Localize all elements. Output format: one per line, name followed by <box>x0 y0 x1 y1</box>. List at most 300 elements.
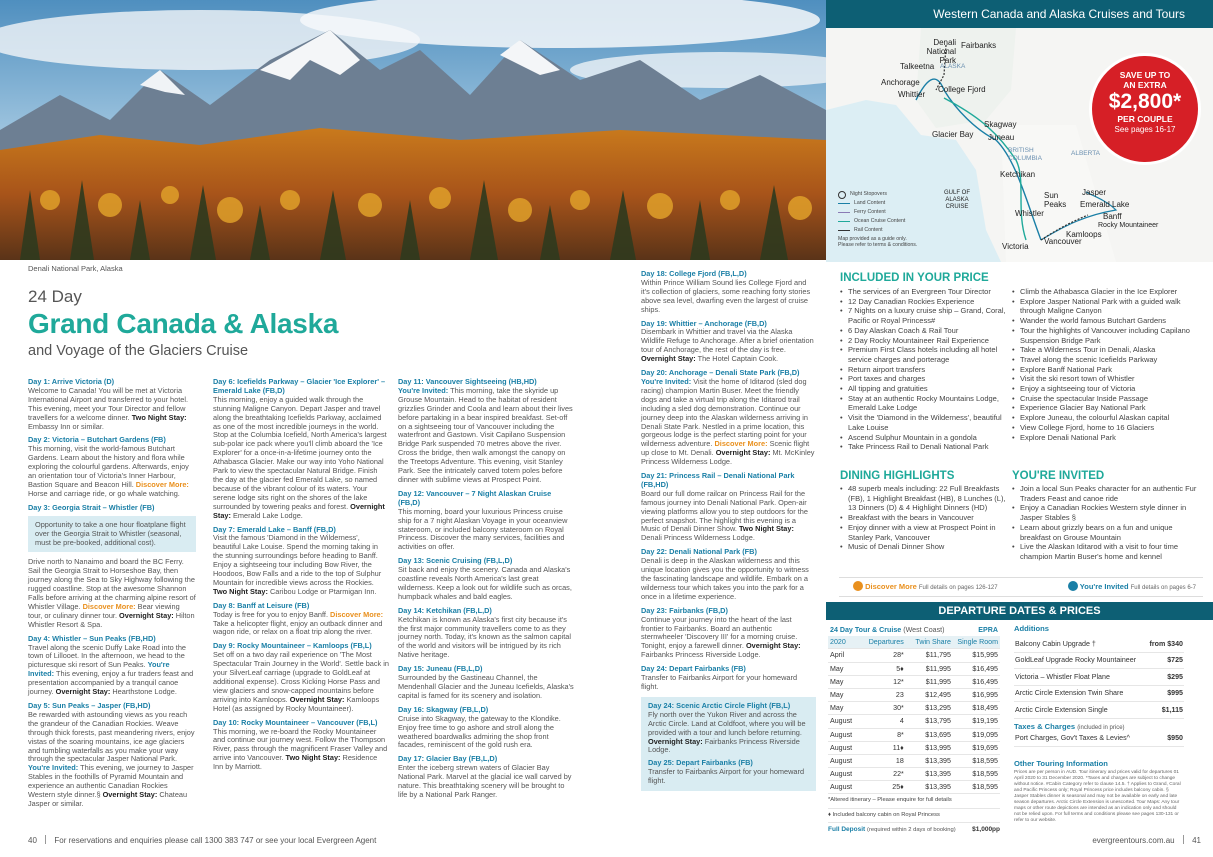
map-label-sun-peaks: Sun Peaks <box>1044 191 1067 209</box>
day-text: Welcome to Canada! You will be met at Victoria International Airport and transferred to your hotel. This evening, meet your Tour Director and fellow travellers for a welcome dinner. <box>28 385 189 422</box>
included-heading: INCLUDED IN YOUR PRICE <box>840 272 989 284</box>
offer-line5: See pages 16-17 <box>1114 125 1176 134</box>
stay-text: Kamloops Hotel (as assigned by Rocky Mountaineer). <box>213 694 380 713</box>
stay-label: Overnight Stay: <box>55 687 111 697</box>
day-10 <box>213 719 389 772</box>
map-label-ketchikan: Ketchikan <box>1000 170 1036 179</box>
single-price-cell: $19,195 <box>953 715 1000 728</box>
stay-label: Overnight Stay: <box>745 641 801 651</box>
offer-amount: $2,800* <box>1108 90 1182 113</box>
invited-label: You're Invited: <box>641 376 692 386</box>
month-cell: August <box>828 728 859 741</box>
twin-price-cell: $12,495 <box>906 688 953 701</box>
offer-line4: PER COUPLE <box>1117 114 1173 124</box>
day-text: Surrounded by the Gastineau Channel, the Mendenhall Glacier and the Juneau Icefields, Alaska's capital is famed for its scenery and isolation. <box>398 673 574 700</box>
table-row <box>1014 652 1184 669</box>
single-price-cell: $18,595 <box>953 781 1000 794</box>
stay-text: Residence Inn by Marriott. <box>213 753 378 772</box>
day-text: Travel along the scenic Duffy Lake Road into the town of Lillooet. In the afternoon, we head to the picturesque ski resort of Sun Peaks. <box>28 642 186 670</box>
day-heading: Day 16: Skagway (FB,L,D) <box>398 704 489 714</box>
addition-label: Victoria – Whistler Float Plane <box>1014 669 1146 686</box>
day-cell: 22* <box>859 768 906 781</box>
stay-text: Embassy Inn or similar. <box>28 421 104 431</box>
day-heading: Day 21: Princess Rail – Denali National Park (FB,HD) <box>641 471 795 489</box>
list-item: • Explore Denali National Park <box>1011 433 1203 443</box>
stay-text: The Hotel Captain Cook. <box>697 354 779 364</box>
table-row <box>828 754 1000 767</box>
addition-label: GoldLeaf Upgrade Rocky Mountaineer <box>1014 652 1146 669</box>
twin-price-cell: $13,795 <box>906 715 953 728</box>
col-twin: Twin Share <box>906 636 953 649</box>
route-map <box>826 0 1213 262</box>
invited-label: You're Invited: <box>28 660 170 679</box>
stay-text: Emerald Lake Lodge. <box>233 510 303 520</box>
day-heading: Day 3: Georgia Strait – Whistler (FB) <box>28 502 155 512</box>
day-text: Cruise into Skagway, the gateway to the Klondike. Enjoy free time to go ashore and stroll along the weathered boardwalks admiring the shop front facades, reminiscent of the gold rush era. <box>398 713 561 750</box>
invited-label: You're Invited <box>1079 582 1129 591</box>
map-label-anchorage: Anchorage <box>881 78 920 87</box>
stay-label: Two Night Stay: <box>738 524 794 534</box>
day-14 <box>398 607 574 660</box>
day-heading: Day 5: Sun Peaks – Jasper (FB,HD) <box>28 701 151 710</box>
day-heading: Day 17: Glacier Bay (FB,L,D) <box>398 754 498 764</box>
day-heading: Day 19: Whittier – Anchorage (FB,D) <box>641 318 767 328</box>
month-cell: April <box>828 649 859 662</box>
day-15 <box>398 665 574 701</box>
discover-more-text: Bear viewing tour, or culinary dinner tour. <box>28 601 180 620</box>
addition-price: $725 <box>1146 652 1184 669</box>
day-18 <box>641 270 816 315</box>
table-row <box>828 688 1000 701</box>
page-number-left: 40 <box>28 836 37 845</box>
list-item: • Experience Glacier Bay National Park <box>1011 403 1203 413</box>
map-label-glacier-bay: Glacier Bay <box>932 130 974 139</box>
legend-note2: Please refer to terms & conditions. <box>838 242 918 248</box>
day-3 <box>28 558 196 629</box>
single-price-cell: $18,595 <box>953 754 1000 767</box>
single-price-cell: $15,995 <box>953 649 1000 662</box>
legend-ferry: Ferry Content <box>854 209 886 215</box>
day-text: Visit the famous 'Diamond in the Wilderness', beautiful Lake Louise. Spend the morning taking in the stunning surroundings before heading to Banff. Enjoy a sightseeing tour including Bow River, the Hoodoos, Bow Falls and a ride to the top of Sulphur Mountain for incredible views across the Rockies. <box>213 533 382 587</box>
day-1 <box>28 378 196 431</box>
tour-code-sub: (West Coast) <box>903 626 945 635</box>
offer-line1: SAVE UP TO <box>1119 70 1171 80</box>
day-17 <box>398 755 574 800</box>
single-price-cell: $16,495 <box>953 662 1000 675</box>
list-item: • Take Princess Rail to Denali National Park <box>839 442 1014 452</box>
table-row <box>828 649 1000 662</box>
addition-label: Balcony Cabin Upgrade † <box>1014 636 1146 652</box>
stay-label: Overnight Stay: <box>213 501 385 520</box>
list-item: • Breakfast with the bears in Vancouver <box>839 513 1011 523</box>
ferry-line-icon <box>838 212 850 214</box>
stay-text: Chateau Jasper or similar. <box>28 790 188 808</box>
invited-pages: Full details on pages 6-7 <box>1130 585 1197 591</box>
included-list-right <box>1011 287 1203 442</box>
map-label-skagway: Skagway <box>984 120 1017 129</box>
day-heading: Day 9: Rocky Mountaineer – Kamloops (FB,L) <box>213 641 372 651</box>
map-label-fairbanks: Fairbanks <box>961 41 997 50</box>
land-line-icon <box>838 203 850 205</box>
day-text: This morning, board your luxurious Princess cruise ship for a 7 night Alaskan Voyage in your oceanview stateroom, or included balcony stateroom on Royal Princess. Discover the many services, facilities and activities on offer. <box>398 506 568 552</box>
stay-label: Overnight Stay: <box>715 448 771 458</box>
departures-note-2: ♦ Included balcony cabin on Royal Princess <box>828 808 1000 818</box>
twin-price-cell: $13,395 <box>906 754 953 767</box>
discover-more-label: Discover More: <box>330 609 384 619</box>
tour-duration: 24 Day <box>28 287 82 306</box>
day-cell: 12* <box>859 675 906 688</box>
map-label-talkeetna: Talkeetna <box>900 62 935 71</box>
discover-more-label: Discover More: <box>135 479 189 489</box>
map-label-whistler: Whistler <box>1015 209 1044 218</box>
additions-panel <box>1014 624 1184 824</box>
table-row <box>828 662 1000 675</box>
itinerary-column-4 <box>641 270 816 797</box>
day-heading: Day 22: Denali National Park (FB) <box>641 547 757 557</box>
month-cell: August <box>828 741 859 754</box>
taxes-table <box>1014 731 1184 748</box>
invited-list <box>1011 484 1203 562</box>
legend-land: Land Content <box>854 200 886 206</box>
day-text: Sit back and enjoy the scenery. Canada and Alaska's coastline reveals North America's last great wilderness. Keep a look out for wildlife such as orcas, humpback whales and bald eagles. <box>398 565 572 601</box>
map-label-rocky-mountaineer: Rocky Mountaineer <box>1098 222 1159 229</box>
footer-right <box>1092 835 1201 845</box>
day-text: Set off on a two day rail experience on 'The Most Spectacular Train Journey in the World'. Settle back in your SilverLeaf carriage (upgrade to GoldLeaf at additional expense). Cross Kicking Horse Pass and view glaciers and snow-capped mountains before arriving into Kamloops. <box>213 650 389 704</box>
stay-label: Overnight Stay: <box>289 694 345 704</box>
dining-list <box>839 484 1011 552</box>
day-2 <box>28 436 196 498</box>
deposit-row <box>828 822 1000 833</box>
list-item: • Explore Banff National Park <box>1011 365 1203 375</box>
offer-line2: AN EXTRA <box>1123 80 1167 90</box>
offer-badge <box>1092 56 1198 162</box>
day-heading: Day 18: College Fjord (FB,L,D) <box>641 269 747 278</box>
discover-more-label: Discover More: <box>714 439 768 449</box>
stay-text: Denali Princess Wilderness Lodge. <box>641 533 755 543</box>
discover-more-pages: Full details on pages 126-127 <box>918 585 998 591</box>
day-heading: Day 25: Depart Fairbanks (FB) <box>648 758 753 768</box>
departures-note-1: *Altered itinerary – Please enquire for full details <box>828 797 952 804</box>
month-cell: May <box>828 675 859 688</box>
page-subtitle: and Voyage of the Glaciers Cruise <box>28 343 249 359</box>
list-item: • Wander the world famous Butchart Gardens <box>1011 316 1203 326</box>
day-text: Board our full dome railcar on Princess Rail for the famous journey into Denali National Park. Open-air viewing platforms allow you to step outdoors for the perfect snapshot. The highlight this evening is a Music of Denali Dinner Show. <box>641 488 808 534</box>
taxes-heading: Taxes & Charges <box>1014 721 1076 731</box>
legend-note1: Map provided as a guide only. <box>838 236 907 242</box>
stay-label: Two Night Stay: <box>131 412 187 422</box>
invited-label: You're Invited: <box>398 385 449 395</box>
single-price-cell: $19,695 <box>953 741 1000 754</box>
invited-label: You're Invited: <box>28 763 79 773</box>
month-cell: August <box>828 715 859 728</box>
dining-heading: DINING HIGHLIGHTS <box>840 470 955 482</box>
rail-line-icon <box>838 230 850 232</box>
itinerary-column-2 <box>213 378 389 777</box>
list-item: • Stay at an authentic Rocky Mountains Lodge, Emerald Lake Lodge <box>839 394 1014 413</box>
legend-rail: Rail Content <box>854 227 883 233</box>
tour-code: EPRA <box>978 626 998 635</box>
table-row <box>828 768 1000 781</box>
denali-landscape-image <box>0 0 826 260</box>
stay-label: Two Night Stay: <box>213 586 268 596</box>
map-label-emerald-lake: Emerald Lake <box>1080 200 1130 209</box>
itinerary-column-3 <box>398 378 574 805</box>
single-price-cell: $18,595 <box>953 768 1000 781</box>
map-region-alberta: ALBERTA <box>1071 150 1101 157</box>
list-item: • Learn about grizzly bears on a fun and unique breakfast on Grouse Mountain <box>1011 523 1203 542</box>
other-info-text: Prices are per person in AUD. Tour itinerary and prices valid for departures 01 April 2020 to 31 December 2020. *Taxes and charges are subject to change without notice. #Cabin Category refer to clause 14.5. † Applies to Grand, Coral and Pacific Princess only; Royal Princess price includes balcony cabin. § Jasper Stables dinner is seasonal and may not be available on early and late season departures. Arctic Circle Extension is unescorted. Tour Maps: Any tour maps or other route depictions are intended as an indication only and should not be relied upon. For full terms and conditions please see pages 130-131 or refer to our website. <box>1014 770 1181 823</box>
day-text: Fly north over the Yukon River and across the Arctic Circle. Land at Coldfoot, where you will be provided with a tour and lunch before returning. <box>648 709 806 737</box>
list-item: • 6 Day Alaskan Coach & Rail Tour <box>839 326 1014 336</box>
stay-label: Two Night Stay: <box>285 753 341 763</box>
month-cell: August <box>828 754 859 767</box>
day-heading: Day 2: Victoria – Butchart Gardens (FB) <box>28 435 166 445</box>
twin-price-cell: $13,295 <box>906 702 953 715</box>
table-row <box>1014 636 1184 652</box>
day-text: Transfer to Fairbanks Airport for your homeward flight. <box>641 673 798 691</box>
list-item: • Explore Juneau, the colourful Alaskan capital <box>1011 413 1203 423</box>
day-cell: 11♦ <box>859 741 906 754</box>
map-label-whittier: Whittier <box>898 90 926 99</box>
day-6 <box>213 378 389 521</box>
departures-table-wrap <box>828 624 1000 833</box>
addition-price: $1,115 <box>1146 702 1184 719</box>
day-heading: Day 4: Whistler – Sun Peaks (FB,HD) <box>28 633 156 643</box>
list-item: • Port taxes and charges <box>839 374 1014 384</box>
day-heading: Day 1: Arrive Victoria (D) <box>28 377 115 386</box>
list-item: • Music of Denali Dinner Show <box>839 542 1011 552</box>
table-row <box>828 781 1000 794</box>
day-cell: 5♦ <box>859 662 906 675</box>
col-departures: Departures <box>859 636 906 649</box>
list-item: • Travel along the scenic Icefields Parkway <box>1011 355 1203 365</box>
addition-label: Arctic Circle Extension Twin Share <box>1014 685 1146 702</box>
day-4 <box>28 635 196 697</box>
discover-more-label: Discover More <box>865 582 917 591</box>
list-item: • Cruise the spectacular Inside Passage <box>1011 394 1203 404</box>
list-item: • Premium First Class hotels including all hotel service charges and porterage <box>839 345 1014 364</box>
day-24 <box>641 665 816 692</box>
day-text: Enter the iceberg strewn waters of Glacier Bay National Park. Marvel at the glacial ice wall carved by nature. This breathtaking scenery will be brought to life by a National Park Ranger. <box>398 763 572 799</box>
footer-website[interactable]: evergreentours.com.au <box>1092 836 1175 845</box>
addition-price: from $340 <box>1146 636 1184 652</box>
twin-price-cell: $11,995 <box>906 675 953 688</box>
other-info-heading: Other Touring Information <box>1014 759 1108 768</box>
stopover-icon <box>838 191 846 199</box>
invited-text: This evening, we journey to Jasper Stables in the foothills of Pyramid Mountain and experience an authentic Canadian Rockies Western style dinner.§ <box>28 763 194 800</box>
hero-photo <box>0 0 826 260</box>
list-item: • 7 Nights on a luxury cruise ship – Grand, Coral, Pacific or Royal Princess# <box>839 306 1014 325</box>
day-text: Be rewarded with astounding views as you reach the grandeur of the Canadian Rockies. Weave through thick forests, past meandering rivers, enjoy vistas of the soaring mountains, ice age glaciers and tumbling waterfalls as you make your way through the spectacular Jasper National Park. <box>28 709 195 764</box>
day-3-heading-row <box>28 504 196 513</box>
day-9 <box>213 642 389 713</box>
day-cell: 18 <box>859 754 906 767</box>
stay-text: Hilton Whistler Resort & Spa. <box>28 610 195 629</box>
table-row <box>828 728 1000 741</box>
day-heading: Day 24: Depart Fairbanks (FB) <box>641 664 746 674</box>
day-cell: 4 <box>859 715 906 728</box>
map-region-bc: BRITISH COLUMBIA <box>1008 147 1042 162</box>
month-cell: May <box>828 662 859 675</box>
list-item: • All tipping and gratuities <box>839 384 1014 394</box>
day-20 <box>641 369 816 467</box>
stay-text: Hearthstone Lodge. <box>112 687 177 697</box>
invited-text: This morning, take the skyride up Grouse Mountain. Head to the habitat of resident grizzlies Grinder and Coola and learn about their lives before partaking in a bear inspired breakfast. Set-off on a sightseeing tour of Vancouver including the waterfront and Gastown. Visit Capilano Suspension Bridge Park suspended 70 metres above the river. Cross the bridge, then walk amongst the canopy on the Treetops Adventure. This evening, visit Stanley Park. See the intricately carved totem poles before dinner with sublime views at Prospect Point. <box>398 385 573 484</box>
invited-heading: YOU'RE INVITED <box>1012 470 1105 482</box>
day-7 <box>213 526 389 597</box>
list-item: • Join a local Sun Peaks character for an authentic Fur Traders Feast and canoe ride <box>1011 484 1203 503</box>
day-heading: Day 24: Scenic Arctic Circle Flight (FB,L) <box>648 700 791 710</box>
stay-label: Overnight Stay: <box>119 610 174 620</box>
month-cell: August <box>828 781 859 794</box>
day-heading: Day 14: Ketchikan (FB,L,D) <box>398 605 492 615</box>
list-item: • Visit the ski resort town of Whistler <box>1011 374 1203 384</box>
stay-text: Mt. McKinley Princess Wilderness Lodge. <box>641 448 815 467</box>
list-item: • The services of an Evergreen Tour Director <box>839 287 1014 297</box>
map-label-juneau: Juneau <box>988 133 1015 142</box>
ocean-line-icon <box>838 221 850 223</box>
addition-price: $995 <box>1146 685 1184 702</box>
stay-text: Fairbanks Princess Riverside Lodge. <box>648 736 800 755</box>
day-text: Within Prince William Sound lies College Fjord and it's collection of glaciers, some reaching forty stories above sea level, dwarfing even the largest of cruise ships. <box>641 277 811 314</box>
day-heading: Day 23: Fairbanks (FB,D) <box>641 605 728 615</box>
twin-price-cell: $13,395 <box>906 781 953 794</box>
list-item: • 12 Day Canadian Rockies Experience <box>839 297 1014 307</box>
map-region-alaska: ALASKA <box>940 63 966 70</box>
discover-more-label: Discover More: <box>82 601 136 611</box>
day-16 <box>398 706 574 751</box>
taxes-row-head <box>1014 722 1184 731</box>
list-item: • Enjoy a sightseeing tour of Victoria <box>1011 384 1203 394</box>
single-price-cell: $18,495 <box>953 702 1000 715</box>
twin-price-cell: $13,695 <box>906 728 953 741</box>
day-text: Transfer to Fairbanks Airport for your homeward flight. <box>648 767 805 786</box>
day-19 <box>641 320 816 365</box>
addition-price: $295 <box>1146 669 1184 686</box>
deposit-value: $1,000pp <box>972 826 1000 834</box>
day-heading: Day 13: Scenic Cruising (FB,L,D) <box>398 556 513 566</box>
month-cell: May <box>828 702 859 715</box>
extras-bar <box>839 577 1203 597</box>
list-item: • Climb the Athabasca Glacier in the Ice Explorer <box>1011 287 1203 297</box>
day-text: Disembark in Whittier and travel via the Alaska Wildlife Refuge to Anchorage. After a brief orientation tour of Anchorage, the rest of the day is free. <box>641 327 814 355</box>
month-cell: May <box>828 688 859 701</box>
single-price-cell: $16,495 <box>953 675 1000 688</box>
day-text: Continue your journey into the heart of the last frontier to Fairbanks. Board an authentic sternwheeler 'Discovery III' for a morning cruise. Tonight, enjoy a farewell dinner. <box>641 614 798 651</box>
list-item: • 48 superb meals including: 22 Full Breakfasts (FB), 1 Highlight Breakfast (HB), 8 Lunches (L), 13 Dinners (D) & 4 Highlight Dinners (HD) <box>839 484 1011 513</box>
list-item: • View College Fjord, home to 16 Glaciers <box>1011 423 1203 433</box>
day-text: This morning, enjoy a guided walk through the stunning Maligne Canyon. Depart Jasper and travel along the breathtaking Icefields Parkway, acclaimed as one of the most incredible journeys in the world. Stop at the Columbia Icefield, North America's largest sub-polar ice pack where you'll climb aboard the 'Ice Explorer' for a once-in-a-lifetime journey onto the Athabasca Glacier. Make our way into Yoho National Park to view the spectacular Natural Bridge. Finish the day at the glacier fed Emerald Lake, so named because of the vibrant colour of its waters. Your serene lodge sits right on the shores of the lake surrounded by towering peaks and forest. <box>213 394 387 511</box>
taxes-note: (included in price) <box>1077 724 1125 731</box>
tour-code-title: 24 Day Tour & Cruise <box>830 626 902 635</box>
day-8 <box>213 602 389 638</box>
additions-table <box>1014 636 1184 719</box>
stay-label: Overnight Stay: <box>102 790 158 800</box>
day-heading: Day 6: Icefields Parkway – Glacier 'Ice Explorer' – Emerald Lake (FB,D) <box>213 377 386 395</box>
arctic-extension-box <box>641 697 816 791</box>
day-cell: 8* <box>859 728 906 741</box>
day-cell: 23 <box>859 688 906 701</box>
departures-banner: DEPARTURE DATES & PRICES <box>826 602 1213 620</box>
invited-text: Visit the home of Iditarod (sled dog racing) champion Martin Buser. Meet the friendly dogs and take a virtual trip along the Iditarod trail including a sled dog demonstration. Continue our journey deep into the Alaskan wilderness arriving in Denali State Park. Nestled in a prime location, this gorgeous lodge is the perfect starting point for your wilderness adventure. <box>641 376 808 449</box>
day-13 <box>398 557 574 602</box>
stay-text: Fairbanks Princess Riverside Lodge. <box>641 650 761 660</box>
map-label-denali: Denali National Park <box>926 38 956 65</box>
addition-label: Arctic Circle Extension Single <box>1014 702 1146 719</box>
day-12 <box>398 490 574 552</box>
departures-table <box>828 624 1000 794</box>
twin-price-cell: $13,395 <box>906 768 953 781</box>
twin-price-cell: $11,995 <box>906 662 953 675</box>
day-cell: 25♦ <box>859 781 906 794</box>
map-label-kamloops: Kamloops <box>1066 230 1102 239</box>
day-text: Today is free for you to enjoy Banff. <box>213 609 328 619</box>
discover-more-icon <box>853 581 863 591</box>
month-cell: August <box>828 768 859 781</box>
hero-caption: Denali National Park, Alaska <box>28 264 123 273</box>
included-list-left <box>839 287 1014 452</box>
col-year: 2020 <box>828 636 859 649</box>
discover-more-text: Scenic flight up close to Mt. Denali. <box>641 439 810 458</box>
additions-heading: Additions <box>1014 624 1050 633</box>
table-row <box>1014 669 1184 686</box>
stay-label: Overnight Stay: <box>648 736 703 746</box>
day-21 <box>641 472 816 543</box>
table-row <box>828 702 1000 715</box>
day-22 <box>641 548 816 601</box>
map-legend <box>838 190 917 250</box>
taxes-label: Port Charges, Gov't Taxes & Levies^ <box>1014 731 1162 747</box>
day-text: This morning, visit the world-famous Butchart Gardens. Learn about the history and flora while exploring the colourful gardens. Afterwards, enjoy an orientation tour of Victoria's Inner Harbour, Bastion Square and Beacon Hill. <box>28 444 189 489</box>
day-cell: 30* <box>859 702 906 715</box>
map-label-banff: Banff <box>1103 212 1122 221</box>
list-item: • Take a Wilderness Tour in Denali, Alaska <box>1011 345 1203 355</box>
col-single: Single Room <box>953 636 1000 649</box>
list-item: • Return airport transfers <box>839 365 1014 375</box>
list-item: • Tour the highlights of Vancouver including Capilano Suspension Bridge Park <box>1011 326 1203 345</box>
page-number-right: 41 <box>1192 836 1201 845</box>
deposit-note: (required within 2 days of booking) <box>867 827 956 834</box>
table-row <box>1014 685 1184 702</box>
table-row <box>828 715 1000 728</box>
day-heading: Day 15: Juneau (FB,L,D) <box>398 664 483 674</box>
day-heading: Day 8: Banff at Leisure (FB) <box>213 600 310 610</box>
invited-text: This evening, enjoy a fur traders feast and presentation accompanied by a tranquil canoe journey. <box>28 669 194 697</box>
page-title: Grand Canada & Alaska <box>28 308 339 339</box>
day-23 <box>641 607 816 660</box>
day-heading: Day 20: Anchorage – Denali State Park (FB,D) <box>641 368 800 378</box>
day-11 <box>398 378 574 485</box>
table-row <box>828 741 1000 754</box>
stay-label: Overnight Stay: <box>641 354 696 364</box>
map-banner: Western Canada and Alaska Cruises and Tours <box>826 0 1213 28</box>
day-text: Ketchikan is known as Alaska's first city because it's the first major community travellers come to as they journey north. Today, it's known as the salmon capital of the world and visitors will be intrigued by its rich Native heritage. <box>398 614 571 660</box>
list-item: • 2 Day Rocky Mountaineer Rail Experience <box>839 336 1014 346</box>
discover-more-text: Horse and carriage ride, or go whale watching. <box>28 488 180 498</box>
discover-more-text: Take a helicopter flight, enjoy an outback dinner and wagon ride, or relax on a float trip along the river. <box>213 618 383 637</box>
map-label-college-fjord: College Fjord <box>938 85 986 94</box>
footer-left <box>28 835 376 845</box>
list-item: • Explore Jasper National Park with a guided walk through Maligne Canyon <box>1011 297 1203 316</box>
deposit-label: Full Deposit <box>828 826 866 834</box>
floatplane-box: Opportunity to take a one hour floatplane flight over the Georgia Strait to Whistler (seasonal, must be pre-booked, additional cost). <box>28 516 196 553</box>
list-item: • Ascend Sulphur Mountain in a gondola <box>839 433 1014 443</box>
day-text: Denali is deep in the Alaskan wilderness and this unique location gives you the opportunity to witness the fascinating landscape and wildlife. Embark on a wilderness tour which takes you into the park for a once in a lifetime experience. <box>641 556 809 601</box>
map-label-gulf: GULF OF ALASKA CRUISE <box>944 190 971 210</box>
twin-price-cell: $11,795 <box>906 649 953 662</box>
map-label-jasper: Jasper <box>1082 188 1107 197</box>
day-heading: Day 11: Vancouver Sightseeing (HB,HD) <box>398 377 537 386</box>
